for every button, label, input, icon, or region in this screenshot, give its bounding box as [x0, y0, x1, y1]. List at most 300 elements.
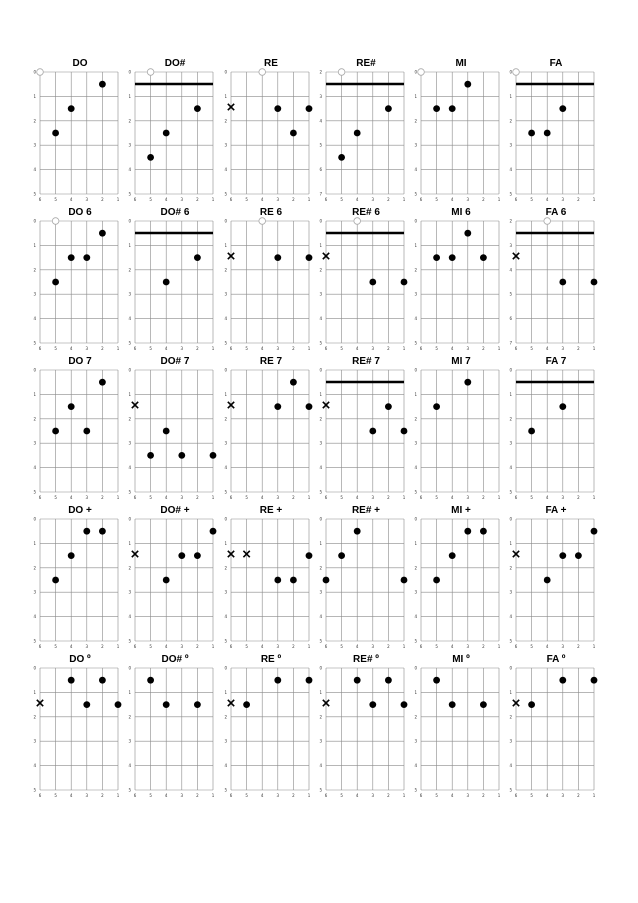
string-number: 2	[101, 346, 104, 351]
string-number: 4	[545, 793, 549, 798]
string-number: 1	[497, 644, 501, 649]
string-number: 2	[292, 197, 295, 202]
string-number: 5	[149, 793, 152, 798]
chord-name: RE 7	[259, 356, 283, 367]
fret-number: 1	[224, 391, 227, 397]
fret-number: 3	[33, 440, 36, 446]
string-number: 2	[196, 197, 199, 202]
string-number: 5	[245, 346, 248, 351]
fretboard-grid	[414, 58, 515, 208]
open-string-marker	[338, 69, 345, 76]
string-number: 3	[561, 793, 565, 798]
chord-name: FA º	[546, 654, 566, 665]
finger-dot	[385, 403, 392, 410]
fret-number: 3	[509, 242, 512, 248]
finger-dot	[354, 130, 361, 137]
fret-number: 0	[33, 218, 36, 224]
string-number: 5	[435, 793, 438, 798]
finger-dot	[147, 154, 154, 161]
string-number: 4	[69, 793, 73, 798]
fret-number: 0	[128, 218, 131, 224]
fret-number: 3	[414, 589, 417, 595]
finger-dot	[83, 254, 90, 261]
fretboard-grid	[509, 356, 610, 506]
string-number: 1	[211, 346, 215, 351]
fret-number: 3	[128, 738, 131, 744]
fret-number: 3	[319, 93, 322, 99]
chord-name: DO º	[69, 654, 91, 665]
string-number: 4	[545, 197, 549, 202]
chord-name: DO# 7	[160, 356, 190, 367]
finger-dot	[559, 403, 566, 410]
chord-name: RE º	[260, 654, 282, 665]
fret-number: 3	[224, 291, 227, 297]
fret-number: 5	[33, 340, 36, 346]
fret-number: 2	[33, 416, 36, 422]
string-number: 4	[450, 495, 454, 500]
string-number: 6	[38, 346, 42, 351]
fret-number: 7	[319, 191, 322, 197]
fret-number: 2	[319, 565, 322, 571]
fret-number: 4	[509, 465, 512, 471]
string-number: 1	[307, 346, 311, 351]
string-number: 5	[149, 197, 152, 202]
finger-dot	[528, 428, 535, 435]
string-number: 4	[69, 495, 73, 500]
fret-number: 5	[414, 191, 417, 197]
fret-number: 4	[33, 316, 36, 322]
fret-number: 5	[224, 191, 227, 197]
fret-number: 5	[414, 787, 417, 793]
string-number: 1	[211, 644, 215, 649]
fretboard-grid	[128, 356, 229, 506]
string-number: 2	[292, 495, 295, 500]
fret-number: 3	[33, 142, 36, 148]
string-number: 4	[164, 793, 168, 798]
chord-name: FA	[549, 58, 563, 69]
fret-number: 3	[224, 738, 227, 744]
fret-number: 3	[128, 142, 131, 148]
finger-dot	[354, 528, 361, 535]
finger-dot	[68, 552, 75, 559]
finger-dot	[274, 577, 281, 584]
chord-name: DO 6	[68, 207, 92, 218]
fret-number: 5	[509, 489, 512, 495]
finger-dot	[401, 577, 408, 584]
finger-dot	[83, 528, 90, 535]
string-number: 3	[371, 197, 375, 202]
fret-number: 4	[414, 167, 417, 173]
fret-number: 5	[509, 787, 512, 793]
finger-dot	[178, 552, 185, 559]
fret-number: 5	[224, 638, 227, 644]
fret-number: 2	[224, 416, 227, 422]
fret-number: 4	[509, 267, 512, 273]
string-number: 3	[276, 495, 280, 500]
fret-number: 4	[319, 614, 322, 620]
string-number: 4	[355, 495, 359, 500]
fret-number: 5	[319, 638, 322, 644]
fret-number: 2	[33, 565, 36, 571]
fret-number: 4	[414, 316, 417, 322]
fret-number: 0	[224, 218, 227, 224]
string-number: 2	[101, 793, 104, 798]
finger-dot	[68, 677, 75, 684]
fret-number: 0	[509, 516, 512, 522]
finger-dot	[449, 254, 456, 261]
fretboard-grid	[33, 207, 134, 357]
string-number: 5	[435, 644, 438, 649]
fretboard-grid	[319, 207, 420, 357]
string-number: 3	[85, 644, 89, 649]
fret-number: 2	[224, 118, 227, 124]
open-string-marker	[513, 69, 520, 76]
fret-number: 2	[509, 218, 512, 224]
string-number: 3	[276, 197, 280, 202]
fret-number: 6	[509, 316, 512, 322]
fret-number: 2	[33, 714, 36, 720]
string-number: 2	[577, 346, 580, 351]
finger-dot	[449, 701, 456, 708]
finger-dot	[559, 677, 566, 684]
string-number: 1	[116, 644, 120, 649]
fret-number: 2	[128, 267, 131, 273]
string-number: 5	[149, 495, 152, 500]
string-number: 3	[466, 197, 470, 202]
finger-dot	[433, 403, 440, 410]
string-number: 5	[54, 346, 57, 351]
string-number: 3	[561, 346, 565, 351]
finger-dot	[115, 701, 122, 708]
fret-number: 3	[33, 738, 36, 744]
string-number: 5	[245, 644, 248, 649]
fret-number: 3	[224, 142, 227, 148]
string-number: 3	[85, 197, 89, 202]
string-number: 6	[133, 495, 137, 500]
fret-number: 1	[33, 540, 36, 546]
fret-number: 4	[33, 465, 36, 471]
fret-number: 3	[509, 440, 512, 446]
string-number: 6	[324, 644, 328, 649]
chord-name: FA 6	[545, 207, 567, 218]
fret-number: 1	[224, 242, 227, 248]
fret-number: 3	[319, 291, 322, 297]
fret-number: 2	[33, 267, 36, 273]
finger-dot	[306, 105, 313, 112]
string-number: 6	[324, 197, 328, 202]
fret-number: 5	[128, 638, 131, 644]
string-number: 6	[38, 793, 42, 798]
string-number: 2	[387, 644, 390, 649]
fret-number: 0	[509, 367, 512, 373]
fret-number: 0	[414, 516, 417, 522]
finger-dot	[99, 81, 106, 88]
string-number: 4	[355, 346, 359, 351]
string-number: 1	[116, 197, 120, 202]
string-number: 2	[292, 644, 295, 649]
fret-number: 0	[128, 665, 131, 671]
fret-number: 3	[319, 589, 322, 595]
string-number: 2	[101, 495, 104, 500]
finger-dot	[68, 403, 75, 410]
string-number: 5	[435, 197, 438, 202]
chord-name: RE# º	[353, 654, 379, 665]
fret-number: 1	[319, 540, 322, 546]
fretboard-grid	[414, 356, 515, 506]
fretboard-grid	[224, 58, 325, 208]
finger-dot	[99, 528, 106, 535]
chord-diagram	[509, 207, 634, 362]
fret-number: 2	[33, 118, 36, 124]
finger-dot	[52, 428, 59, 435]
fret-number: 1	[319, 242, 322, 248]
string-number: 4	[164, 197, 168, 202]
fretboard-grid	[509, 505, 610, 655]
finger-dot	[591, 677, 598, 684]
string-number: 6	[324, 346, 328, 351]
finger-dot	[385, 677, 392, 684]
fret-number: 2	[414, 416, 417, 422]
chord-name: RE#	[356, 58, 376, 69]
fret-number: 1	[319, 689, 322, 695]
fret-number: 4	[128, 167, 131, 173]
fret-number: 3	[128, 440, 131, 446]
finger-dot	[385, 105, 392, 112]
fret-number: 1	[33, 689, 36, 695]
finger-dot	[163, 577, 170, 584]
string-number: 4	[260, 495, 264, 500]
string-number: 6	[133, 197, 137, 202]
open-string-marker	[259, 69, 266, 76]
fret-number: 5	[319, 340, 322, 346]
fret-number: 4	[33, 167, 36, 173]
finger-dot	[99, 230, 106, 237]
finger-dot	[401, 279, 408, 286]
string-number: 4	[450, 793, 454, 798]
fret-number: 2	[319, 714, 322, 720]
fretboard-grid	[224, 207, 325, 357]
string-number: 3	[180, 793, 184, 798]
chord-diagram	[509, 58, 634, 213]
string-number: 5	[435, 346, 438, 351]
finger-dot	[354, 677, 361, 684]
string-number: 2	[577, 644, 580, 649]
finger-dot	[99, 379, 106, 386]
string-number: 5	[530, 793, 533, 798]
string-number: 2	[482, 197, 485, 202]
finger-dot	[591, 279, 598, 286]
finger-dot	[52, 577, 59, 584]
string-number: 4	[164, 346, 168, 351]
fret-number: 5	[414, 638, 417, 644]
fret-number: 1	[414, 93, 417, 99]
finger-dot	[464, 230, 471, 237]
string-number: 5	[340, 644, 343, 649]
finger-dot	[559, 105, 566, 112]
finger-dot	[194, 254, 201, 261]
string-number: 3	[371, 346, 375, 351]
finger-dot	[528, 701, 535, 708]
fret-number: 3	[319, 738, 322, 744]
finger-dot	[544, 130, 551, 137]
open-string-marker	[259, 218, 266, 225]
string-number: 6	[419, 197, 423, 202]
string-number: 6	[229, 644, 233, 649]
string-number: 3	[561, 197, 565, 202]
fret-number: 1	[414, 689, 417, 695]
string-number: 1	[592, 197, 596, 202]
chord-diagram	[509, 654, 634, 809]
fret-number: 5	[33, 489, 36, 495]
fret-number: 4	[224, 763, 227, 769]
fretboard-grid	[319, 654, 420, 804]
finger-dot	[528, 130, 535, 137]
string-number: 4	[450, 644, 454, 649]
string-number: 3	[371, 644, 375, 649]
chord-name: FA +	[545, 505, 567, 516]
fret-number: 6	[319, 167, 322, 173]
open-string-marker	[147, 69, 154, 76]
fret-number: 4	[319, 316, 322, 322]
fret-number: 3	[414, 142, 417, 148]
finger-dot	[306, 254, 313, 261]
string-number: 5	[245, 793, 248, 798]
string-number: 4	[260, 793, 264, 798]
finger-dot	[290, 379, 297, 386]
fret-number: 1	[414, 540, 417, 546]
string-number: 4	[355, 197, 359, 202]
string-number: 4	[545, 346, 549, 351]
fretboard-grid	[224, 356, 325, 506]
finger-dot	[464, 81, 471, 88]
fret-number: 0	[33, 69, 36, 75]
string-number: 4	[545, 495, 549, 500]
finger-dot	[591, 528, 598, 535]
fret-number: 5	[509, 191, 512, 197]
fret-number: 1	[33, 93, 36, 99]
string-number: 1	[211, 495, 215, 500]
fret-number: 4	[128, 465, 131, 471]
string-number: 4	[450, 197, 454, 202]
finger-dot	[194, 701, 201, 708]
fret-number: 0	[319, 218, 322, 224]
fretboard-grid	[319, 356, 420, 506]
fret-number: 3	[319, 440, 322, 446]
fret-number: 0	[319, 516, 322, 522]
fret-number: 2	[128, 416, 131, 422]
string-number: 5	[530, 346, 533, 351]
string-number: 2	[387, 793, 390, 798]
fret-number: 0	[224, 516, 227, 522]
string-number: 2	[482, 495, 485, 500]
fret-number: 1	[33, 391, 36, 397]
fret-number: 3	[509, 589, 512, 595]
fret-number: 5	[319, 142, 322, 148]
fret-number: 0	[33, 665, 36, 671]
fret-number: 1	[224, 540, 227, 546]
fret-number: 1	[509, 93, 512, 99]
string-number: 1	[402, 793, 406, 798]
fret-number: 5	[509, 291, 512, 297]
fret-number: 0	[509, 665, 512, 671]
fret-number: 5	[414, 340, 417, 346]
fret-number: 2	[414, 267, 417, 273]
fret-number: 5	[128, 489, 131, 495]
fret-number: 0	[414, 665, 417, 671]
fret-number: 5	[128, 191, 131, 197]
finger-dot	[369, 701, 376, 708]
string-number: 2	[196, 793, 199, 798]
string-number: 5	[530, 644, 533, 649]
finger-dot	[52, 130, 59, 137]
fret-number: 4	[224, 614, 227, 620]
fret-number: 5	[33, 638, 36, 644]
chord-diagram	[509, 356, 634, 511]
fret-number: 7	[509, 340, 512, 346]
open-string-marker	[52, 218, 59, 225]
fret-number: 2	[509, 714, 512, 720]
string-number: 3	[371, 495, 375, 500]
fret-number: 1	[128, 242, 131, 248]
string-number: 3	[561, 495, 565, 500]
string-number: 3	[180, 495, 184, 500]
chord-name: DO	[72, 58, 88, 69]
fret-number: 4	[224, 167, 227, 173]
finger-dot	[433, 105, 440, 112]
open-string-marker	[354, 218, 361, 225]
fret-number: 1	[509, 689, 512, 695]
string-number: 6	[229, 495, 233, 500]
fret-number: 2	[414, 565, 417, 571]
chord-name: DO# º	[161, 654, 189, 665]
chord-name: DO +	[68, 505, 92, 516]
fretboard-grid	[128, 207, 229, 357]
string-number: 6	[514, 346, 518, 351]
chord-name: MI 6	[451, 207, 471, 218]
string-number: 5	[340, 793, 343, 798]
string-number: 5	[245, 495, 248, 500]
fret-number: 2	[128, 118, 131, 124]
finger-dot	[274, 677, 281, 684]
fret-number: 4	[128, 614, 131, 620]
string-number: 6	[38, 644, 42, 649]
fret-number: 0	[128, 69, 131, 75]
string-number: 2	[482, 346, 485, 351]
string-number: 4	[69, 644, 73, 649]
fret-number: 5	[33, 787, 36, 793]
string-number: 3	[85, 793, 89, 798]
string-number: 1	[116, 793, 120, 798]
string-number: 1	[307, 644, 311, 649]
string-number: 5	[530, 495, 533, 500]
string-number: 4	[69, 197, 73, 202]
fret-number: 3	[509, 142, 512, 148]
string-number: 2	[387, 197, 390, 202]
string-number: 4	[260, 644, 264, 649]
finger-dot	[559, 279, 566, 286]
fret-number: 4	[319, 118, 322, 124]
finger-dot	[178, 452, 185, 459]
string-number: 5	[54, 495, 57, 500]
open-string-marker	[544, 218, 551, 225]
string-number: 3	[180, 346, 184, 351]
fret-number: 0	[224, 367, 227, 373]
finger-dot	[83, 428, 90, 435]
string-number: 2	[101, 197, 104, 202]
finger-dot	[338, 154, 345, 161]
string-number: 6	[38, 197, 42, 202]
string-number: 6	[229, 346, 233, 351]
